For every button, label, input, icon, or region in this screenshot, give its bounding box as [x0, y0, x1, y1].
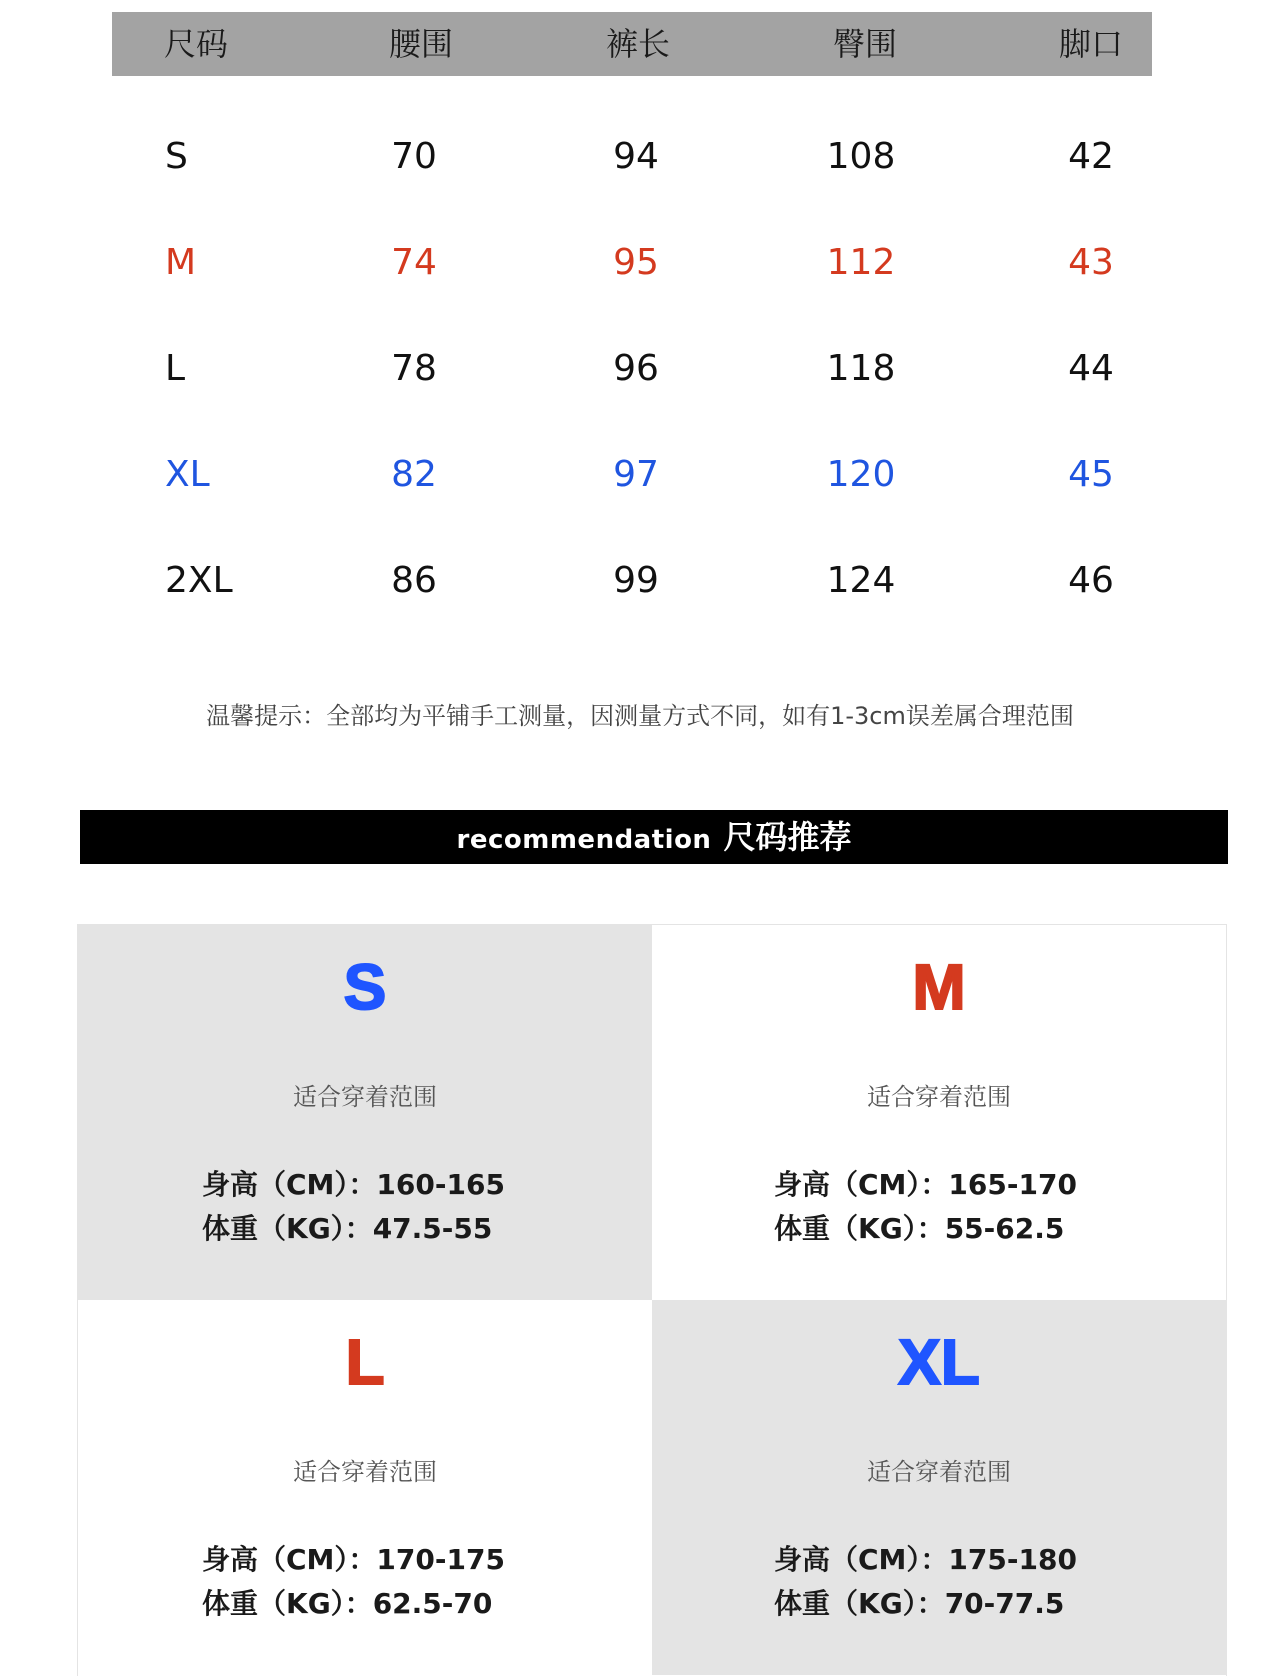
- height-range: [774, 1538, 1077, 1578]
- cell-waist: 86: [391, 560, 437, 601]
- table-row: [0, 339, 1280, 399]
- column-header-hip: 臀围: [832, 25, 898, 63]
- recommendation-size: S: [343, 951, 387, 1023]
- weight-range: [202, 1582, 492, 1622]
- weight-value: 70-77.5: [944, 1587, 1065, 1620]
- height-value: 170-175: [376, 1543, 505, 1576]
- recommendation-caption: 适合穿着范围: [293, 1083, 437, 1111]
- size-table-header: [112, 12, 1152, 76]
- height-label: 身高（CM）：: [202, 1168, 377, 1201]
- height-value: 165-170: [948, 1168, 1077, 1201]
- height-range: [202, 1163, 505, 1203]
- recommendation-grid: [77, 924, 1227, 1676]
- height-label: 身高（CM）：: [202, 1543, 377, 1576]
- recommendation-banner: [80, 810, 1228, 864]
- column-header-waist: 腰围: [388, 25, 454, 63]
- weight-value: 47.5-55: [372, 1212, 493, 1245]
- cell-length: 95: [613, 242, 659, 283]
- cell-length: 97: [613, 454, 659, 495]
- recommendation-size: M: [912, 951, 966, 1023]
- weight-label: 体重（KG）：: [774, 1212, 945, 1245]
- height-label: 身高（CM）：: [774, 1168, 949, 1201]
- height-value: 175-180: [948, 1543, 1077, 1576]
- cell-hem: 45: [1068, 454, 1114, 495]
- recommendation-size: L: [345, 1326, 385, 1398]
- weight-value: 62.5-70: [372, 1587, 493, 1620]
- cell-size: L: [165, 348, 186, 389]
- cell-hem: 42: [1068, 136, 1114, 177]
- cell-waist: 74: [391, 242, 437, 283]
- cell-hem: 46: [1068, 560, 1114, 601]
- measurement-tip: 温馨提示：全部均为平铺手工测量，因测量方式不同，如有1-3cm误差属合理范围: [206, 702, 1074, 730]
- cell-hip: 120: [826, 454, 896, 495]
- column-header-hem: 脚口: [1058, 25, 1124, 63]
- weight-value: 55-62.5: [944, 1212, 1065, 1245]
- cell-waist: 78: [391, 348, 437, 389]
- cell-waist: 82: [391, 454, 437, 495]
- banner-title-cn: 尺码推荐: [723, 818, 852, 856]
- weight-range: [202, 1207, 492, 1247]
- weight-range: [774, 1207, 1064, 1247]
- table-row: [0, 127, 1280, 187]
- cell-length: 94: [613, 136, 659, 177]
- cell-waist: 70: [391, 136, 437, 177]
- cell-size: XL: [165, 454, 210, 495]
- column-header-length: 裤长: [605, 25, 671, 63]
- weight-label: 体重（KG）：: [202, 1587, 373, 1620]
- recommendation-caption: 适合穿着范围: [293, 1458, 437, 1486]
- cell-length: 99: [613, 560, 659, 601]
- cell-hip: 118: [826, 348, 896, 389]
- table-row: [0, 551, 1280, 611]
- cell-hip: 108: [826, 136, 896, 177]
- cell-size: S: [165, 136, 188, 177]
- cell-hem: 44: [1068, 348, 1114, 389]
- recommendation-card-m: [652, 925, 1226, 1300]
- cell-size: M: [165, 242, 197, 283]
- recommendation-card-xl: [652, 1300, 1226, 1675]
- cell-length: 96: [613, 348, 659, 389]
- cell-hip: 112: [826, 242, 896, 283]
- weight-range: [774, 1582, 1064, 1622]
- recommendation-card-s: [78, 925, 652, 1300]
- recommendation-card-l: [78, 1300, 652, 1675]
- weight-label: 体重（KG）：: [774, 1587, 945, 1620]
- recommendation-caption: 适合穿着范围: [867, 1458, 1011, 1486]
- cell-hem: 43: [1068, 242, 1114, 283]
- banner-title-en: recommendation: [456, 825, 712, 855]
- weight-label: 体重（KG）：: [202, 1212, 373, 1245]
- table-row: [0, 445, 1280, 505]
- height-label: 身高（CM）：: [774, 1543, 949, 1576]
- height-range: [774, 1163, 1077, 1203]
- height-range: [202, 1538, 505, 1578]
- cell-hip: 124: [826, 560, 896, 601]
- column-header-size: 尺码: [163, 25, 229, 63]
- height-value: 160-165: [376, 1168, 505, 1201]
- cell-size: 2XL: [165, 560, 233, 601]
- table-row: [0, 233, 1280, 293]
- recommendation-size: XL: [898, 1326, 980, 1398]
- recommendation-caption: 适合穿着范围: [867, 1083, 1011, 1111]
